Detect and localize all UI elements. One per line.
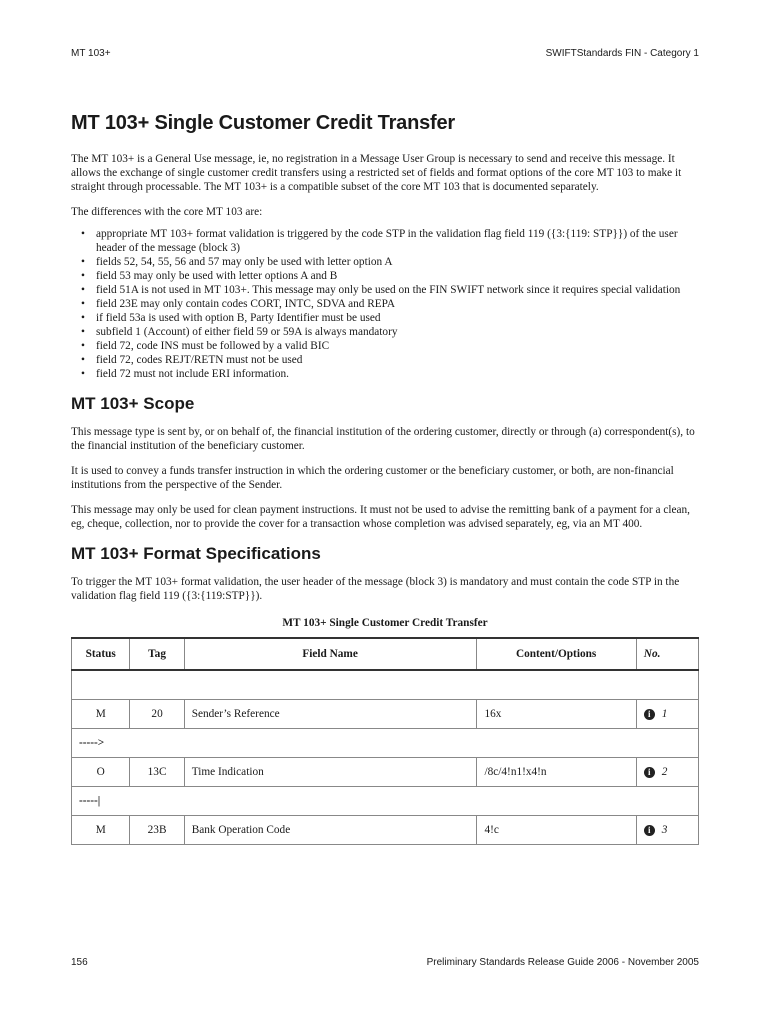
table-row — [72, 700, 699, 729]
list-item: • field 72, code INS must be followed by a valid BIC — [81, 340, 330, 352]
differences-list — [71, 227, 699, 381]
list-item: • field 23E may only contain codes CORT, INTC, SDVA and REPA — [81, 298, 396, 310]
field-number[interactable]: 2 — [661, 766, 668, 779]
table-row — [72, 816, 699, 845]
list-item: • field 72 must not include ERI information. — [81, 368, 289, 380]
scope-paragraph-1: This message type is sent by, or on behalf of, the financial institution of the ordering customer, directly or through (a) correspondent(s), to the financial institution of the beneficiary customer. — [71, 426, 695, 452]
loop-start-row — [72, 729, 699, 758]
field-name-cell: Sender’s Reference — [184, 700, 477, 729]
list-item: • if field 53a is used with option B, Party Identifier must be used — [81, 312, 381, 324]
format-heading: MT 103+ Format Specifications — [71, 544, 321, 563]
list-item: • field 72, codes REJT/RETN must not be used — [81, 354, 303, 366]
intro-paragraph: The MT 103+ is a General Use message, ie, no registration in a Message User Group is necessary to send and receive this message. It allows the exchange of single customer credit transfers using a restricted set of fields and format options of the core MT 103 to make it straight through processable. The MT 103+ is a compatible subset of the core MT 103 that is documented separately. — [71, 153, 682, 193]
field-name-cell: Bank Operation Code — [184, 816, 477, 845]
page-content — [71, 112, 699, 845]
scope-paragraph-3: This message may only be used for clean payment instructions. It must not be used to advise the remitting bank of a payment for a clean, eg, cheque, collection, nor to provide the cover for a transaction whose completion was advised separately, eg, via an MT 400. — [71, 504, 690, 530]
tag-cell[interactable]: 23B — [130, 816, 184, 845]
list-item: • subfield 1 (Account) of either field 59 or 59A is always mandatory — [81, 326, 398, 338]
column-header-tag: Tag — [130, 638, 184, 670]
column-header-no: No. — [636, 638, 698, 670]
status-cell: M — [72, 816, 130, 845]
running-footer: Preliminary Standards Release Guide 2006 - November 2005 — [426, 957, 699, 968]
list-item: • field 51A is not used in MT 103+. This message may only be used on the FIN SWIFT network since it requires special validation — [81, 284, 681, 296]
scope-paragraph-2: It is used to convey a funds transfer instruction in which the ordering customer or the beneficiary customer, or both, are non-financial institutions from the perspective of the Sender. — [71, 465, 674, 491]
field-number[interactable]: 1 — [661, 708, 668, 721]
tag-cell[interactable]: 13C — [130, 758, 184, 787]
table-spacer-row — [72, 670, 699, 700]
column-header-status: Status — [72, 638, 130, 670]
info-icon[interactable]: i — [644, 709, 655, 720]
page-title: MT 103+ Single Customer Credit Transfer — [71, 112, 455, 134]
scope-heading: MT 103+ Scope — [71, 394, 195, 413]
format-paragraph: To trigger the MT 103+ format validation, the user header of the message (block 3) is mandatory and must contain the code STP in the validation flag field 119 ({3:{119:STP}}). — [71, 576, 680, 602]
loop-start-marker: -----> — [72, 729, 699, 758]
field-name-cell: Time Indication — [184, 758, 477, 787]
running-header-right: SWIFTStandards FIN - Category 1 — [545, 48, 699, 59]
info-icon[interactable]: i — [644, 767, 655, 778]
no-cell — [636, 700, 698, 729]
loop-end-row — [72, 787, 699, 816]
loop-end-marker: -----| — [72, 787, 699, 816]
table-caption: MT 103+ Single Customer Credit Transfer — [282, 617, 488, 629]
page-number: 156 — [71, 957, 88, 968]
table-row — [72, 758, 699, 787]
field-number[interactable]: 3 — [661, 824, 668, 837]
column-header-field-name: Field Name — [184, 638, 477, 670]
status-cell: M — [72, 700, 130, 729]
content-options-cell: 16x — [477, 700, 636, 729]
format-table — [71, 637, 699, 845]
no-cell — [636, 816, 698, 845]
no-cell — [636, 758, 698, 787]
list-item: • appropriate MT 103+ format validation is triggered by the code STP in the validation flag field 119 ({3:{119: STP}}) of the user header of the message (block 3) — [81, 228, 678, 254]
info-icon[interactable]: i — [644, 825, 655, 836]
tag-cell[interactable]: 20 — [130, 700, 184, 729]
differences-intro: The differences with the core MT 103 are: — [71, 206, 263, 218]
running-header-left: MT 103+ — [71, 48, 111, 59]
status-cell: O — [72, 758, 130, 787]
table-header-row — [72, 638, 699, 670]
content-options-cell: 4!c — [477, 816, 636, 845]
content-options-cell: /8c/4!n1!x4!n — [477, 758, 636, 787]
list-item: • field 53 may only be used with letter options A and B — [81, 270, 338, 282]
list-item: • fields 52, 54, 55, 56 and 57 may only be used with letter option A — [81, 256, 393, 268]
column-header-content-options: Content/Options — [477, 638, 636, 670]
